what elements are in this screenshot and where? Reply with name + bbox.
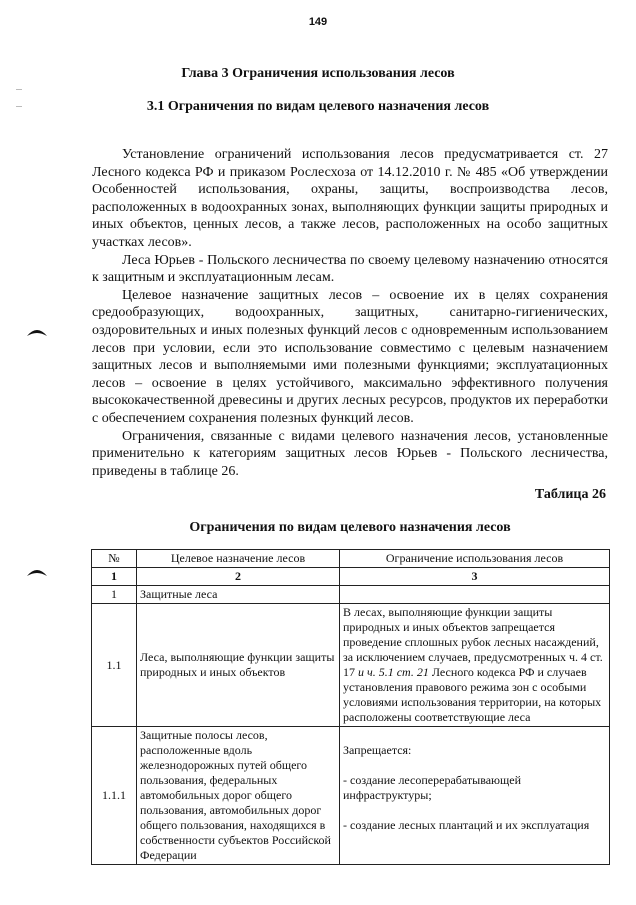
header-number: №: [92, 550, 137, 568]
section-title: 3.1 Ограничения по видам целевого назначения лесов: [146, 99, 490, 114]
row-restriction: [340, 727, 610, 865]
body-text: [92, 146, 608, 480]
restriction-text: Лесного кодекса РФ и случаев установления правового режима зон с особыми условиями использования территории, на которых расположены соответствующие леса: [343, 665, 602, 724]
table-label: Таблица 26: [534, 487, 606, 502]
page-number: 149: [308, 16, 328, 28]
table-row: [92, 727, 610, 865]
row-purpose: Леса, выполняющие функции защиты природных и иных объектов: [137, 604, 340, 727]
table-title: Ограничения по видам целевого назначения лесов: [189, 520, 511, 535]
binding-hole-mark: [26, 566, 48, 577]
table-header-row: [92, 550, 610, 568]
restriction-line: - создание лесоперерабатывающей инфраструктуры;: [343, 773, 522, 802]
restriction-text: В лесах, выполняющие функции защиты природных и иных объектов запрещается проведение сплошных рубок лесных насаждений, за исключением случаев, предусмотренных ч. 4 ст. 17: [343, 605, 603, 679]
paragraph: Ограничения, связанные с видами целевого назначения лесов, установленные применительно к категориям защитных лесов Юрьев - Польского лесничества, приведены в таблице 26.: [92, 428, 608, 479]
index-cell: 1: [92, 568, 137, 586]
row-number: 1.1.1: [92, 727, 137, 865]
spacer: [343, 803, 606, 818]
spacer: [343, 728, 606, 743]
row-number: 1.1: [92, 604, 137, 727]
index-cell: 2: [137, 568, 340, 586]
paragraph: Леса Юрьев - Польского лесничества по своему целевому назначению относятся к защитным и эксплуатационным лесам.: [92, 252, 608, 286]
spacer: [343, 758, 606, 773]
paragraph: Установление ограничений использования лесов предусматривается ст. 27 Лесного кодекса РФ и приказом Рослесхоза от 14.12.2010 г. № 485 «Об утверждении Особенностей использования, охраны, защиты, воспроизводства лесов, расположенных в водоохранных зонах, выполняющих функции защиты природных и иных объектов, ценных лесов, а также лесов, расположенных на особо защитных участках лесов».: [92, 147, 608, 250]
header-restriction: Ограничение использования лесов: [340, 550, 610, 568]
restriction-line: Запрещается:: [343, 743, 412, 757]
row-restriction: [340, 604, 610, 727]
table-row: [92, 604, 610, 727]
paragraph: Целевое назначение защитных лесов – освоение их в целях сохранения средообразующих, водоохранных, защитных, санитарно-гигиенических, оздоровительных и иных полезных функций лесов с одновременным использованием лесов при условии, если это использование совместимо с целевым назначением защитных лесов и выполняемыми ими полезными функциями; эксплуатационных лесов – освоение в целях устойчивого, максимально эффективного получения высококачественной древесины и других лесных ресурсов, продуктов их переработки с обеспечением сохранения полезных функций лесов.: [92, 287, 608, 426]
header-purpose: Целевое назначение лесов: [137, 550, 340, 568]
restriction-line: - создание лесных плантаций и их эксплуатация: [343, 818, 590, 832]
row-restriction: [340, 586, 610, 604]
scan-dot-mark: [16, 89, 22, 90]
row-purpose: Защитные леса: [137, 586, 340, 604]
restrictions-table: [91, 549, 610, 865]
restriction-text-italic: и ч. 5.1 ст. 21: [355, 665, 429, 679]
binding-hole-mark: [26, 326, 48, 337]
chapter-title: Глава 3 Ограничения использования лесов: [181, 66, 455, 81]
table-row: [92, 586, 610, 604]
table-index-row: [92, 568, 610, 586]
row-purpose: Защитные полосы лесов, расположенные вдоль железнодорожных путей общего пользования, федеральных автомобильных дорог общего пользования, автомобильных дорог общего пользования, находящихся в собственности субъектов Российской Федерации: [137, 727, 340, 865]
index-cell: 3: [340, 568, 610, 586]
row-number: 1: [92, 586, 137, 604]
